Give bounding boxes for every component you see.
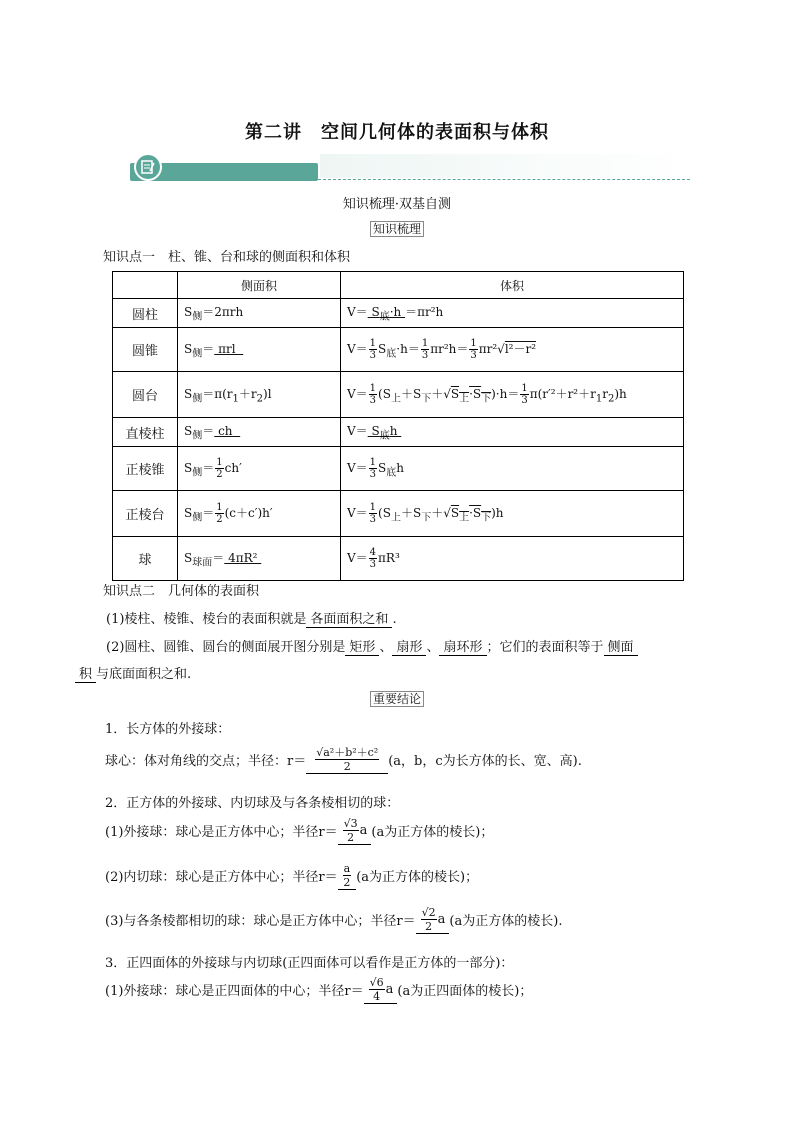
- row-name: 正棱锥: [113, 447, 178, 491]
- blank-answer: 扇形: [392, 636, 426, 656]
- sphere-volume: V＝ $\frac{4}{3}$ πR³: [341, 537, 684, 581]
- c1-line: 球心：体对角线的交点；半径：r＝ $\frac{\text{√a²＋b²＋c²}}{2}$ (a，b，c为长方体的长、宽、高).: [105, 746, 582, 773]
- blank-answer: 各面面积之和: [306, 608, 392, 628]
- pyramid-volume: V＝ $\frac{1}{3}$ $S_底h$: [341, 447, 684, 491]
- c2-1: (1)外接球：球心是正方体中心；半径r＝ $\frac{√3}{2}$ a (a为正方体的棱长)；: [105, 817, 494, 844]
- page-title: 第二讲 空间几何体的表面积与体积: [245, 122, 549, 143]
- prism-lateral: $S_侧=$ ch: [178, 418, 341, 447]
- cylinder-lateral: $S_侧=2\pi rh$: [178, 299, 341, 328]
- knowledge-tag: 知识梳理: [370, 221, 424, 237]
- cone-lateral: $S_侧= \pi rl$: [178, 328, 341, 372]
- row-name: 圆柱: [113, 299, 178, 328]
- row-name: 直棱柱: [113, 418, 178, 447]
- sub-tag-conclusion: [0, 691, 794, 707]
- header-volume: 体积: [341, 272, 684, 299]
- c2-3: (3)与各条棱都相切的球：球心是正方体中心；半径r＝ $\frac{√2}{2}$ a (a为正方体的棱长).: [105, 906, 563, 933]
- banner-divider: [318, 179, 690, 180]
- point2-title: 知识点二 几何体的表面积: [103, 584, 260, 599]
- c3-title: 3．正四面体的外接球与内切球(正四面体可以看作是正方体的一部分)：: [105, 956, 514, 971]
- frustum-pyramid-lateral: $S_侧=$ $\frac{1}{2}$ (c＋c′)h′: [178, 491, 341, 537]
- c1-title: 1．长方体的外接球：: [105, 722, 231, 737]
- pyramid-lateral: $S_侧=$ $\frac{1}{2}$ ch′: [178, 447, 341, 491]
- c2-2: (2)内切球：球心是正方体中心；半径r＝ $\frac{a}{2}$ (a为正方体的棱长)；: [105, 862, 479, 889]
- frustum-pyramid-volume: V＝ $\frac{1}{3}$ $(S_上+S_下+√S_上\cdot S_下)h$: [341, 491, 684, 537]
- prism-volume: $V= S_底h$: [341, 418, 684, 447]
- header-lateral: 侧面积: [178, 272, 341, 299]
- c3-1: (1)外接球：球心是正四面体的中心；半径r＝ $\frac{√6}{4}$ a (a为正四面体的棱长)；: [105, 976, 533, 1003]
- row-name: 圆锥: [113, 328, 178, 372]
- frustum-lateral: $S_侧=\pi(r_1+r_2)l$: [178, 372, 341, 418]
- section-banner: [130, 153, 318, 181]
- sub-tag-knowledge: [0, 221, 794, 237]
- row-name: 圆台: [113, 372, 178, 418]
- conclusion-tag: 重要结论: [370, 691, 424, 707]
- frustum-volume: V＝ $\frac{1}{3}$ $(S_上+S_下+√S_上\cdot S_下)\cdot h=$ $\frac{1}{3}$ $\pi(r'^2+r^2+r_1r_2)h$: [341, 372, 684, 418]
- cylinder-volume: $V= S_底\cdot h =\pi r^2h$: [341, 299, 684, 328]
- blank-answer: 积: [75, 663, 96, 683]
- p2-1: (1)棱柱、棱锥、棱台的表面积就是 各面面积之和 .: [106, 608, 397, 628]
- row-name: 球: [113, 537, 178, 581]
- blank-answer: 矩形: [345, 636, 379, 656]
- banner-fade: [320, 154, 690, 178]
- cone-volume: V＝ $\frac{1}{3}$ $S_底\cdot h=$ $\frac{1}{3}$ πr²h＝ $\frac{1}{3}$ πr²√l²－r²: [341, 328, 684, 372]
- p2-2: (2)圆柱、圆锥、圆台的侧面展开图分别是 矩形 、 扇形 、 扇环形 ；它们的表面积等于 侧面: [106, 636, 638, 656]
- point1-title: 知识点一 柱、锥、台和球的侧面积和体积: [103, 250, 351, 265]
- row-name: 正棱台: [113, 491, 178, 537]
- formula-table: [112, 271, 684, 581]
- c2-title: 2．正方体的外接球、内切球及与各条棱相切的球：: [105, 796, 400, 811]
- notebook-icon: [134, 153, 162, 181]
- blank-answer: 侧面: [604, 636, 638, 656]
- p2-2-cont: 积 与底面面积之和.: [75, 663, 191, 683]
- sphere-area: $S_{球面}= 4\pi R^2$: [178, 537, 341, 581]
- section-title: 知识梳理·双基自测: [342, 197, 452, 212]
- blank-answer: 扇环形: [439, 636, 486, 656]
